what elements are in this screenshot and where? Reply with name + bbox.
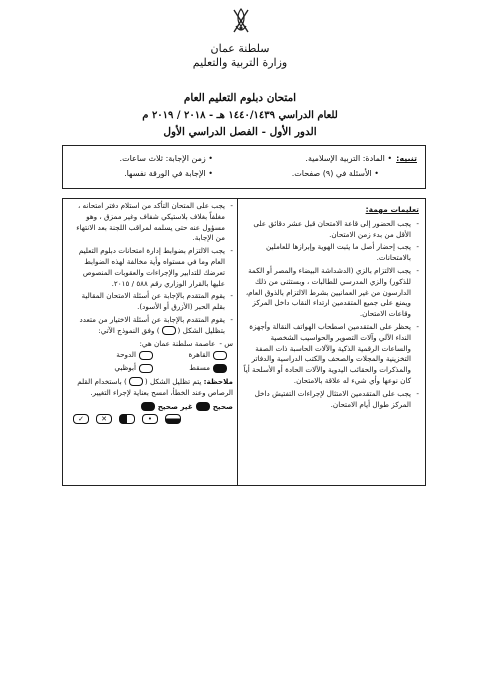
answer-oval-icon: [162, 326, 176, 335]
instructions-left-column: [69, 201, 233, 424]
instruction-item: - يحظر على المتقدمين اصطحاب الهواتف النقالة وأجهزة النداء الآلي وآلات التصوير والحواسيب الشخصية والساعات الرقمية الذكية والآلات الحاسبة ذات الصفة التخزينية والمجلات والصحف والكتب الدراسية والدفاتر والمذكرات والحقائب اليدوية والآلات الحادة أو الأسلحة أياً كان نوعها وأي شيء له علاقة بالامتحان.: [241, 322, 419, 387]
instruction-item: - يجب الالتزام بالزي (الدشداشة البيضاء والمصر أو الكمة للذكور) والزي المدرسي للطالبات ، وبستثنى من ذلك الدارسون من غير العمانيين بشرط الالتزام بالذوق العام، ويمنع على جميع المتقدمين ارتداء النقاب داخل المركز وقاعات الامتحان.: [241, 266, 419, 320]
answer-oval-icon: [129, 377, 143, 386]
option-doha[interactable]: [79, 350, 153, 361]
exam-title: امتحان دبلوم التعليم العام: [183, 92, 297, 104]
oman-emblem-icon: [224, 6, 258, 36]
instruction-item: - يجب على المتقدمين الامتثال لإجراءات التفتيش داخل المركز طوال أيام الامتحان.: [241, 389, 419, 411]
half-shaded-icon: [119, 414, 135, 424]
x-mark-icon: ✕: [96, 414, 112, 424]
option-abudhabi[interactable]: [79, 363, 153, 374]
instructions-right-column: [241, 205, 419, 412]
partial-shade-icon: [165, 414, 181, 424]
instruction-item: - يجب إحضار أصل ما يثبت الهوية وإبرازها للعاملين بالامتحانات.: [241, 242, 419, 264]
remark-text-post: ) باستخدام القلم الرصاص وعند الخطأ، امسح بعناية لإجراء التغيير.: [77, 376, 233, 397]
notice-answer: • الإجابة في الورقة نفسها.: [124, 169, 213, 178]
dot-mark-icon: •: [142, 414, 158, 424]
instruction-item: - يقوم المتقدم بالإجابة عن أسئلة الامتحان المقالية بقلم الحبر (الأزرق أو الأسود).: [69, 291, 233, 313]
instruction-item: [69, 315, 233, 337]
option-cairo[interactable]: [153, 350, 227, 361]
option-label: أبوظبي: [114, 363, 136, 373]
notice-box: [62, 145, 426, 189]
options-grid: [69, 350, 227, 374]
legend-correct-label: صحيح: [212, 401, 233, 411]
option-oval: [213, 351, 227, 360]
instructions-box: [62, 198, 426, 486]
notice-time: • زمن الإجابة: ثلاث ساعات.: [119, 154, 213, 163]
option-label: مسقط: [189, 363, 210, 373]
instruction-item: - يجب على المتحان التأكد من استلام دفتر امتحانه ، مغلفاً بغلاف بلاستيكي شفاف وغير ممزق ، وهو مسؤول عنه حتى يسلمه لمراقب اللجنة بعد الانتهاء من الإجابة.: [69, 201, 233, 244]
remark-label: ملاحظة:: [203, 376, 233, 386]
wrong-oval-icon: [141, 402, 155, 411]
option-oval: [139, 351, 153, 360]
exam-session: الدور الأول - الفصل الدراسي الأول: [163, 126, 317, 138]
instruction-item: - يجب الحضور إلى قاعة الامتحان قبل عشر دقائق على الأقل من بدء زمن الامتحان.: [241, 219, 419, 241]
option-label: القاهرة: [188, 350, 210, 360]
example-question: [69, 339, 233, 374]
column-divider: [237, 199, 238, 485]
shape-text-pre: الشكل (: [177, 325, 203, 335]
legend-wrong-label: غير صحيح: [157, 401, 193, 411]
instruction-text: يقوم المتقدم بالإجابة عن أسئلة الاختيار من متعدد بتظليل: [79, 314, 225, 335]
option-muscat[interactable]: [153, 363, 227, 374]
option-oval-filled: [213, 364, 227, 373]
question-text: عاصمة سلطنة عمان هي:: [139, 338, 216, 348]
remark-text-pre: يتم تظليل الشكل (: [144, 376, 202, 386]
option-oval: [139, 364, 153, 373]
shape-text-post: ) وفق النموذج الآتي:: [98, 325, 160, 335]
shading-legend: [69, 402, 233, 413]
check-mark-icon: ✓: [73, 414, 89, 424]
notice-subject: • المادة: التربية الإسلامية.: [305, 154, 393, 163]
wrong-mark-examples: [69, 414, 233, 424]
notice-label: تنبيه:: [396, 154, 417, 163]
option-label: الدوحة: [116, 350, 136, 360]
ministry-name: وزارة التربية والتعليم: [192, 56, 288, 69]
notice-pages: • الأسئلة في (٩) صفحات.: [291, 169, 379, 178]
ministry-logo-text: [150, 42, 330, 70]
instruction-item: - يجب الالتزام بضوابط إدارة امتحانات دبلوم التعليم العام وما في مستواه وأية مخالفة لهذه الضوابط تعرضك للتدابير والإجراءات والعقوبات المنصوص عليها بالقرار الوزاري رقم ٥٨٨ / ٢٠١٥.: [69, 246, 233, 289]
sultanate-name: سلطنة عمان: [210, 42, 270, 55]
remark: [69, 377, 233, 399]
academic-year: للعام الدراسي ١٤٤٠/١٤٣٩ هـ - ٢٠١٨ / ٢٠١٩ م: [142, 110, 338, 121]
instructions-title: تعليمات مهمة:: [365, 205, 419, 214]
question-prefix: س -: [219, 338, 233, 348]
correct-oval-icon: [196, 402, 210, 411]
